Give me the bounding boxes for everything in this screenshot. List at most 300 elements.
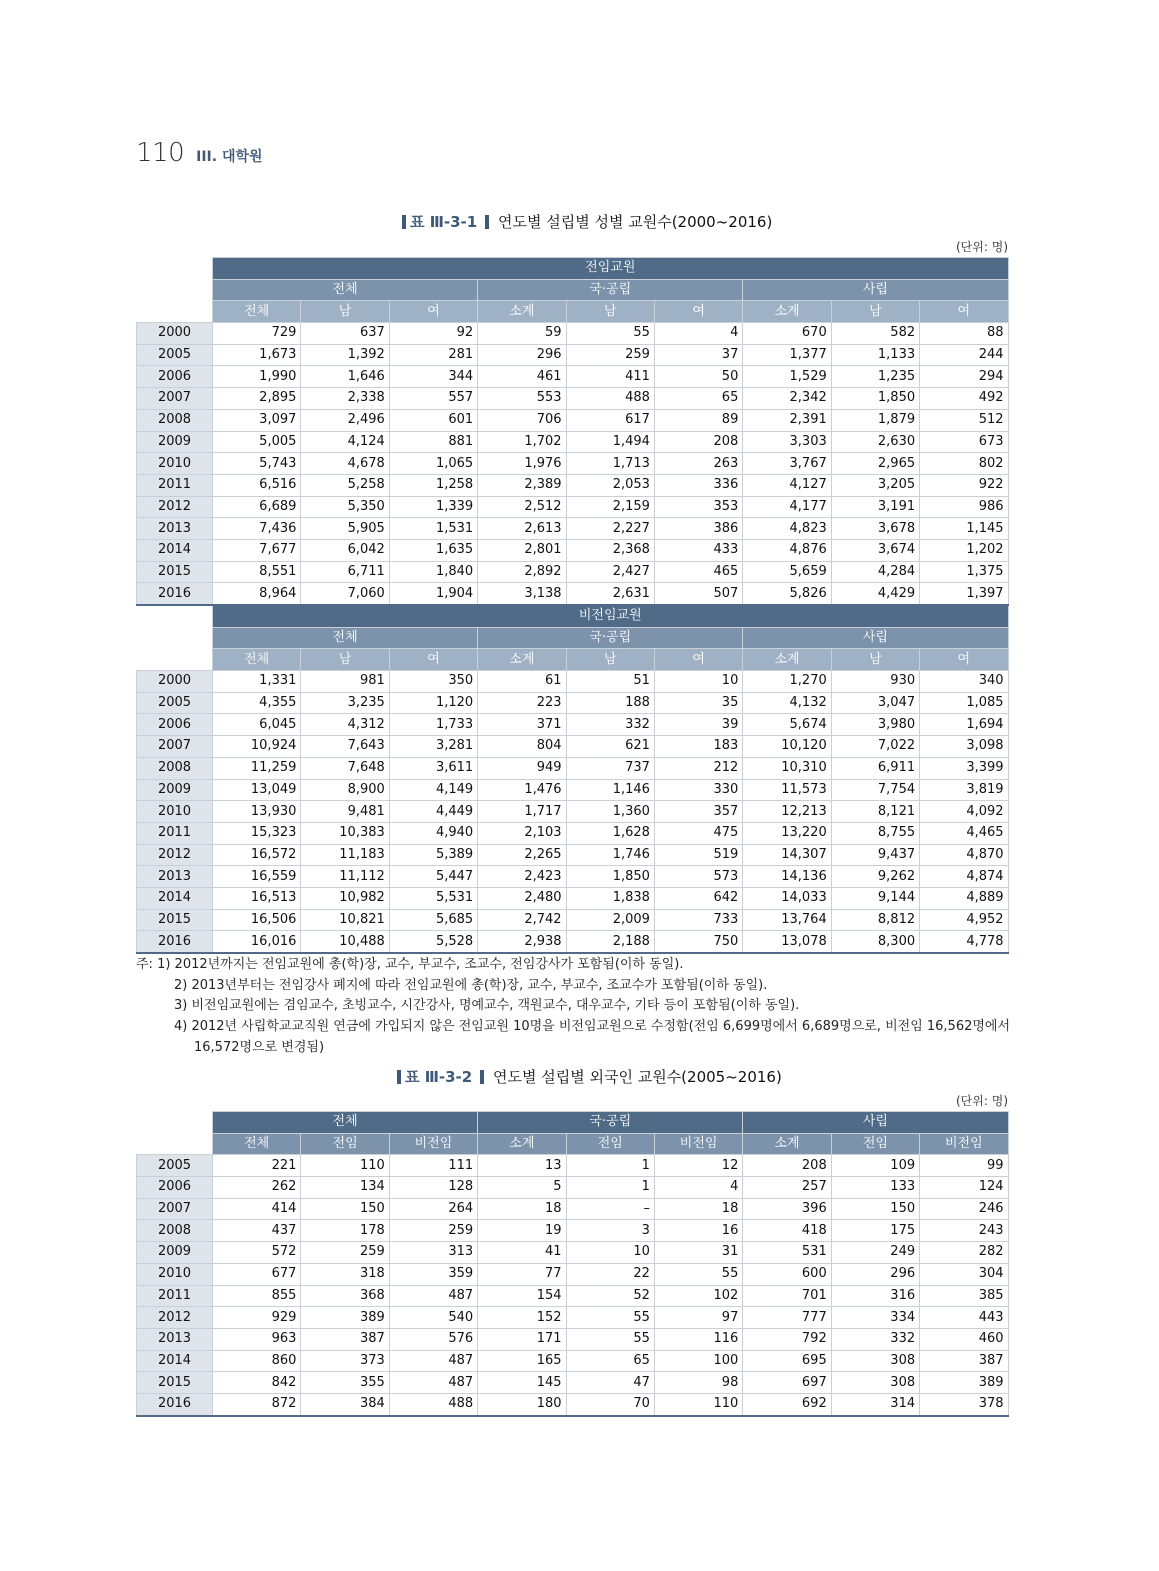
value-cell: 5,659 — [743, 561, 831, 583]
table-row — [137, 1285, 1009, 1307]
value-cell: 488 — [389, 1393, 477, 1415]
note-3: 3) 비전임교원에는 겸임교수, 초빙교수, 시간강사, 명예교수, 객원교수, 대우교수, 기타 등이 포함됨(이하 동일). — [174, 998, 800, 1014]
value-cell: 1,377 — [743, 344, 831, 366]
corner-cell — [137, 279, 213, 301]
table-row — [137, 866, 1009, 888]
value-cell: 389 — [920, 1372, 1008, 1394]
chapter-title: III. 대학원 — [196, 149, 263, 165]
sub-header: 여 — [920, 301, 1008, 323]
table1-unit: (단위: 명) — [956, 240, 1008, 254]
value-cell: 13,220 — [743, 822, 831, 844]
value-cell: 13,764 — [743, 909, 831, 931]
value-cell: 576 — [389, 1328, 477, 1350]
value-cell: 1,133 — [831, 344, 919, 366]
value-cell: 4,874 — [920, 866, 1008, 888]
value-cell: 246 — [920, 1198, 1008, 1220]
year-cell: 2010 — [137, 801, 213, 823]
value-cell: 4,355 — [213, 692, 301, 714]
value-cell: 855 — [213, 1285, 301, 1307]
value-cell: 257 — [743, 1177, 831, 1199]
year-cell: 2000 — [137, 323, 213, 345]
year-cell: 2016 — [137, 931, 213, 953]
value-cell: 6,042 — [301, 539, 389, 561]
value-cell: 601 — [389, 409, 477, 431]
value-cell: 487 — [389, 1350, 477, 1372]
value-cell: 949 — [478, 757, 566, 779]
value-cell: 386 — [654, 518, 742, 540]
value-cell: 154 — [478, 1285, 566, 1307]
sub-header: 남 — [831, 649, 919, 671]
value-cell: 6,045 — [213, 714, 301, 736]
sub-header: 비전임 — [389, 1133, 477, 1155]
year-cell: 2011 — [137, 822, 213, 844]
value-cell: 14,307 — [743, 844, 831, 866]
sub-header-row — [137, 1133, 1009, 1155]
value-cell: 673 — [920, 431, 1008, 453]
value-cell: 433 — [654, 539, 742, 561]
table-row — [137, 1177, 1009, 1199]
table1-caption — [398, 211, 772, 232]
value-cell: 350 — [389, 671, 477, 693]
value-cell: 11,259 — [213, 757, 301, 779]
value-cell: 294 — [920, 366, 1008, 388]
value-cell: 1,339 — [389, 496, 477, 518]
value-cell: 1,375 — [920, 561, 1008, 583]
value-cell: 5,389 — [389, 844, 477, 866]
sub-header: 소계 — [478, 1133, 566, 1155]
value-cell: 221 — [213, 1155, 301, 1177]
corner-cell — [137, 301, 213, 323]
value-cell: 10,488 — [301, 931, 389, 953]
value-cell: 418 — [743, 1220, 831, 1242]
value-cell: 109 — [831, 1155, 919, 1177]
value-cell: 637 — [301, 323, 389, 345]
year-cell: 2009 — [137, 1242, 213, 1264]
value-cell: 2,965 — [831, 453, 919, 475]
value-cell: 411 — [566, 366, 654, 388]
value-cell: 7,060 — [301, 583, 389, 605]
table-row — [137, 1372, 1009, 1394]
value-cell: 7,754 — [831, 779, 919, 801]
value-cell: 165 — [478, 1350, 566, 1372]
value-cell: 10,310 — [743, 757, 831, 779]
group-header-row — [137, 1112, 1009, 1134]
value-cell: 2,391 — [743, 409, 831, 431]
year-cell: 2016 — [137, 1393, 213, 1415]
value-cell: 208 — [654, 431, 742, 453]
value-cell: 16,559 — [213, 866, 301, 888]
year-cell: 2014 — [137, 539, 213, 561]
value-cell: 88 — [920, 323, 1008, 345]
sub-header: 소계 — [478, 301, 566, 323]
table-row — [137, 1350, 1009, 1372]
value-cell: 5,531 — [389, 887, 477, 909]
value-cell: 65 — [566, 1350, 654, 1372]
table-row — [137, 779, 1009, 801]
year-cell: 2015 — [137, 909, 213, 931]
value-cell: 336 — [654, 474, 742, 496]
value-cell: 1,476 — [478, 779, 566, 801]
value-cell: 1,694 — [920, 714, 1008, 736]
value-cell: 929 — [213, 1307, 301, 1329]
value-cell: 1,146 — [566, 779, 654, 801]
value-cell: 97 — [654, 1307, 742, 1329]
table-row — [137, 518, 1009, 540]
value-cell: 804 — [478, 736, 566, 758]
value-cell: 677 — [213, 1263, 301, 1285]
value-cell: 697 — [743, 1372, 831, 1394]
value-cell: 512 — [920, 409, 1008, 431]
value-cell: 2,427 — [566, 561, 654, 583]
value-cell: 3,674 — [831, 539, 919, 561]
value-cell: 8,300 — [831, 931, 919, 953]
table-row — [137, 496, 1009, 518]
value-cell: 507 — [654, 583, 742, 605]
value-cell: 385 — [920, 1285, 1008, 1307]
value-cell: 7,022 — [831, 736, 919, 758]
value-cell: 3,138 — [478, 583, 566, 605]
table-row — [137, 1220, 1009, 1242]
value-cell: 133 — [831, 1177, 919, 1199]
value-cell: 729 — [213, 323, 301, 345]
value-cell: 3,678 — [831, 518, 919, 540]
year-cell: 2005 — [137, 692, 213, 714]
table-row — [137, 1307, 1009, 1329]
value-cell: 150 — [831, 1198, 919, 1220]
value-cell: 368 — [301, 1285, 389, 1307]
value-cell: 2,895 — [213, 388, 301, 410]
value-cell: 9,481 — [301, 801, 389, 823]
value-cell: 128 — [389, 1177, 477, 1199]
year-cell: 2013 — [137, 518, 213, 540]
value-cell: 1,360 — [566, 801, 654, 823]
sub-header: 여 — [920, 649, 1008, 671]
value-cell: 296 — [831, 1263, 919, 1285]
value-cell: 1,235 — [831, 366, 919, 388]
value-cell: 5,005 — [213, 431, 301, 453]
value-cell: 4 — [654, 1177, 742, 1199]
value-cell: 8,964 — [213, 583, 301, 605]
table-row — [137, 1328, 1009, 1350]
value-cell: 318 — [301, 1263, 389, 1285]
value-cell: 259 — [566, 344, 654, 366]
value-cell: 8,812 — [831, 909, 919, 931]
table-row — [137, 714, 1009, 736]
value-cell: 642 — [654, 887, 742, 909]
value-cell: 922 — [920, 474, 1008, 496]
value-cell: 111 — [389, 1155, 477, 1177]
value-cell: 986 — [920, 496, 1008, 518]
value-cell: 4,284 — [831, 561, 919, 583]
value-cell: 188 — [566, 692, 654, 714]
table2-label: 표 Ⅲ-3-2 — [405, 1068, 473, 1086]
value-cell: 802 — [920, 453, 1008, 475]
value-cell: 102 — [654, 1285, 742, 1307]
value-cell: 50 — [654, 366, 742, 388]
value-cell: 2,512 — [478, 496, 566, 518]
value-cell: 2,496 — [301, 409, 389, 431]
value-cell: 316 — [831, 1285, 919, 1307]
value-cell: 13,078 — [743, 931, 831, 953]
value-cell: 22 — [566, 1263, 654, 1285]
group-header-row — [137, 627, 1009, 649]
sub-header: 남 — [301, 649, 389, 671]
value-cell: 134 — [301, 1177, 389, 1199]
value-cell: 860 — [213, 1350, 301, 1372]
corner-cell — [137, 649, 213, 671]
group-header: 사립 — [743, 627, 1008, 649]
value-cell: 39 — [654, 714, 742, 736]
sub-header: 남 — [301, 301, 389, 323]
value-cell: 3 — [566, 1220, 654, 1242]
value-cell: 334 — [831, 1307, 919, 1329]
value-cell: 2,159 — [566, 496, 654, 518]
value-cell: 2,227 — [566, 518, 654, 540]
value-cell: 981 — [301, 671, 389, 693]
year-cell: 2005 — [137, 1155, 213, 1177]
year-cell: 2013 — [137, 866, 213, 888]
table-row — [137, 671, 1009, 693]
value-cell: 152 — [478, 1307, 566, 1329]
value-cell: 10,821 — [301, 909, 389, 931]
sub-header: 소계 — [478, 649, 566, 671]
value-cell: 8,900 — [301, 779, 389, 801]
value-cell: 2,368 — [566, 539, 654, 561]
value-cell: 332 — [566, 714, 654, 736]
sub-header: 소계 — [743, 1133, 831, 1155]
value-cell: 308 — [831, 1372, 919, 1394]
value-cell: 6,711 — [301, 561, 389, 583]
value-cell: 540 — [389, 1307, 477, 1329]
value-cell: 5,905 — [301, 518, 389, 540]
value-cell: 1,702 — [478, 431, 566, 453]
value-cell: 10,982 — [301, 887, 389, 909]
value-cell: 3,980 — [831, 714, 919, 736]
value-cell: 10,383 — [301, 822, 389, 844]
value-cell: 16,513 — [213, 887, 301, 909]
year-cell: 2008 — [137, 1220, 213, 1242]
value-cell: 617 — [566, 409, 654, 431]
value-cell: 55 — [566, 1328, 654, 1350]
value-cell: 8,755 — [831, 822, 919, 844]
value-cell: 116 — [654, 1328, 742, 1350]
value-cell: 1,065 — [389, 453, 477, 475]
value-cell: 461 — [478, 366, 566, 388]
corner-cell — [137, 627, 213, 649]
value-cell: – — [566, 1198, 654, 1220]
table-row — [137, 887, 1009, 909]
value-cell: 396 — [743, 1198, 831, 1220]
sub-header: 전체 — [213, 1133, 301, 1155]
value-cell: 475 — [654, 822, 742, 844]
value-cell: 4,465 — [920, 822, 1008, 844]
value-cell: 4,124 — [301, 431, 389, 453]
group-header: 사립 — [743, 1112, 1008, 1134]
value-cell: 792 — [743, 1328, 831, 1350]
value-cell: 304 — [920, 1263, 1008, 1285]
year-cell: 2013 — [137, 1328, 213, 1350]
value-cell: 16 — [654, 1220, 742, 1242]
corner-cell — [137, 1112, 213, 1134]
value-cell: 414 — [213, 1198, 301, 1220]
value-cell: 124 — [920, 1177, 1008, 1199]
value-cell: 2,188 — [566, 931, 654, 953]
table1 — [136, 257, 1009, 954]
value-cell: 4,092 — [920, 801, 1008, 823]
value-cell: 5,447 — [389, 866, 477, 888]
value-cell: 340 — [920, 671, 1008, 693]
value-cell: 3,399 — [920, 757, 1008, 779]
year-cell: 2012 — [137, 1307, 213, 1329]
value-cell: 842 — [213, 1372, 301, 1394]
group-header: 국·공립 — [478, 279, 743, 301]
year-cell: 2012 — [137, 844, 213, 866]
year-cell: 2016 — [137, 583, 213, 605]
value-cell: 692 — [743, 1393, 831, 1415]
value-cell: 8,551 — [213, 561, 301, 583]
value-cell: 3,281 — [389, 736, 477, 758]
value-cell: 1,085 — [920, 692, 1008, 714]
value-cell: 55 — [566, 323, 654, 345]
value-cell: 519 — [654, 844, 742, 866]
value-cell: 6,911 — [831, 757, 919, 779]
value-cell: 4,823 — [743, 518, 831, 540]
sub-header: 여 — [389, 649, 477, 671]
table-row — [137, 453, 1009, 475]
value-cell: 98 — [654, 1372, 742, 1394]
year-cell: 2010 — [137, 453, 213, 475]
value-cell: 10 — [654, 671, 742, 693]
value-cell: 1,494 — [566, 431, 654, 453]
year-cell: 2006 — [137, 366, 213, 388]
year-cell: 2012 — [137, 496, 213, 518]
value-cell: 3,235 — [301, 692, 389, 714]
value-cell: 9,437 — [831, 844, 919, 866]
value-cell: 2,053 — [566, 474, 654, 496]
value-cell: 4,177 — [743, 496, 831, 518]
table-row — [137, 1263, 1009, 1285]
note-4-cont: 16,572명으로 변경됨) — [194, 1039, 325, 1055]
value-cell: 553 — [478, 388, 566, 410]
value-cell: 19 — [478, 1220, 566, 1242]
note-4: 4) 2012년 사립학교교직원 연금에 가입되지 않은 전임교원 10명을 비전임교원으로 수정함(전임 6,699명에서 6,689명으로, 비전임 16,562명에서 — [174, 1019, 1011, 1035]
value-cell: 262 — [213, 1177, 301, 1199]
value-cell: 12,213 — [743, 801, 831, 823]
value-cell: 2,423 — [478, 866, 566, 888]
table-row — [137, 801, 1009, 823]
table-row — [137, 1198, 1009, 1220]
value-cell: 77 — [478, 1263, 566, 1285]
table-row — [137, 1393, 1009, 1415]
value-cell: 3,205 — [831, 474, 919, 496]
table-row — [137, 757, 1009, 779]
table1-notes — [136, 955, 1016, 1059]
group-header: 전체 — [213, 627, 478, 649]
value-cell: 70 — [566, 1393, 654, 1415]
value-cell: 3,098 — [920, 736, 1008, 758]
value-cell: 1,976 — [478, 453, 566, 475]
value-cell: 1,746 — [566, 844, 654, 866]
value-cell: 573 — [654, 866, 742, 888]
value-cell: 15,323 — [213, 822, 301, 844]
year-cell: 2000 — [137, 671, 213, 693]
sub-header-row — [137, 649, 1009, 671]
value-cell: 492 — [920, 388, 1008, 410]
value-cell: 171 — [478, 1328, 566, 1350]
table1-label: 표 Ⅲ-3-1 — [410, 213, 478, 231]
value-cell: 1,850 — [831, 388, 919, 410]
value-cell: 1,879 — [831, 409, 919, 431]
value-cell: 208 — [743, 1155, 831, 1177]
sub-header: 소계 — [743, 649, 831, 671]
table2-unit: (단위: 명) — [956, 1094, 1008, 1108]
value-cell: 18 — [478, 1198, 566, 1220]
value-cell: 110 — [301, 1155, 389, 1177]
value-cell: 313 — [389, 1242, 477, 1264]
value-cell: 244 — [920, 344, 1008, 366]
value-cell: 1,529 — [743, 366, 831, 388]
sub-header: 여 — [654, 301, 742, 323]
sub-header: 전임 — [301, 1133, 389, 1155]
value-cell: 9,144 — [831, 887, 919, 909]
value-cell: 6,689 — [213, 496, 301, 518]
value-cell: 10,120 — [743, 736, 831, 758]
section-title-row — [137, 258, 1009, 280]
value-cell: 443 — [920, 1307, 1008, 1329]
section-title: 전임교원 — [213, 258, 1009, 280]
value-cell: 145 — [478, 1372, 566, 1394]
value-cell: 487 — [389, 1372, 477, 1394]
value-cell: 11,183 — [301, 844, 389, 866]
value-cell: 557 — [389, 388, 477, 410]
value-cell: 1,840 — [389, 561, 477, 583]
value-cell: 3,191 — [831, 496, 919, 518]
value-cell: 2,480 — [478, 887, 566, 909]
value-cell: 3,611 — [389, 757, 477, 779]
value-cell: 16,016 — [213, 931, 301, 953]
value-cell: 1,531 — [389, 518, 477, 540]
value-cell: 3,097 — [213, 409, 301, 431]
value-cell: 750 — [654, 931, 742, 953]
value-cell: 330 — [654, 779, 742, 801]
year-cell: 2010 — [137, 1263, 213, 1285]
table-row — [137, 692, 1009, 714]
value-cell: 2,631 — [566, 583, 654, 605]
value-cell: 178 — [301, 1220, 389, 1242]
value-cell: 5,674 — [743, 714, 831, 736]
group-header: 사립 — [743, 279, 1008, 301]
sub-header: 비전임 — [654, 1133, 742, 1155]
value-cell: 14,136 — [743, 866, 831, 888]
value-cell: 1,733 — [389, 714, 477, 736]
value-cell: 5,743 — [213, 453, 301, 475]
year-cell: 2007 — [137, 388, 213, 410]
value-cell: 387 — [920, 1350, 1008, 1372]
year-cell: 2005 — [137, 344, 213, 366]
table-row — [137, 366, 1009, 388]
value-cell: 1,331 — [213, 671, 301, 693]
table-row — [137, 323, 1009, 345]
value-cell: 353 — [654, 496, 742, 518]
value-cell: 930 — [831, 671, 919, 693]
value-cell: 670 — [743, 323, 831, 345]
table2-caption — [393, 1066, 782, 1087]
value-cell: 282 — [920, 1242, 1008, 1264]
value-cell: 1,838 — [566, 887, 654, 909]
value-cell: 2,742 — [478, 909, 566, 931]
value-cell: 314 — [831, 1393, 919, 1415]
group-header-row — [137, 279, 1009, 301]
